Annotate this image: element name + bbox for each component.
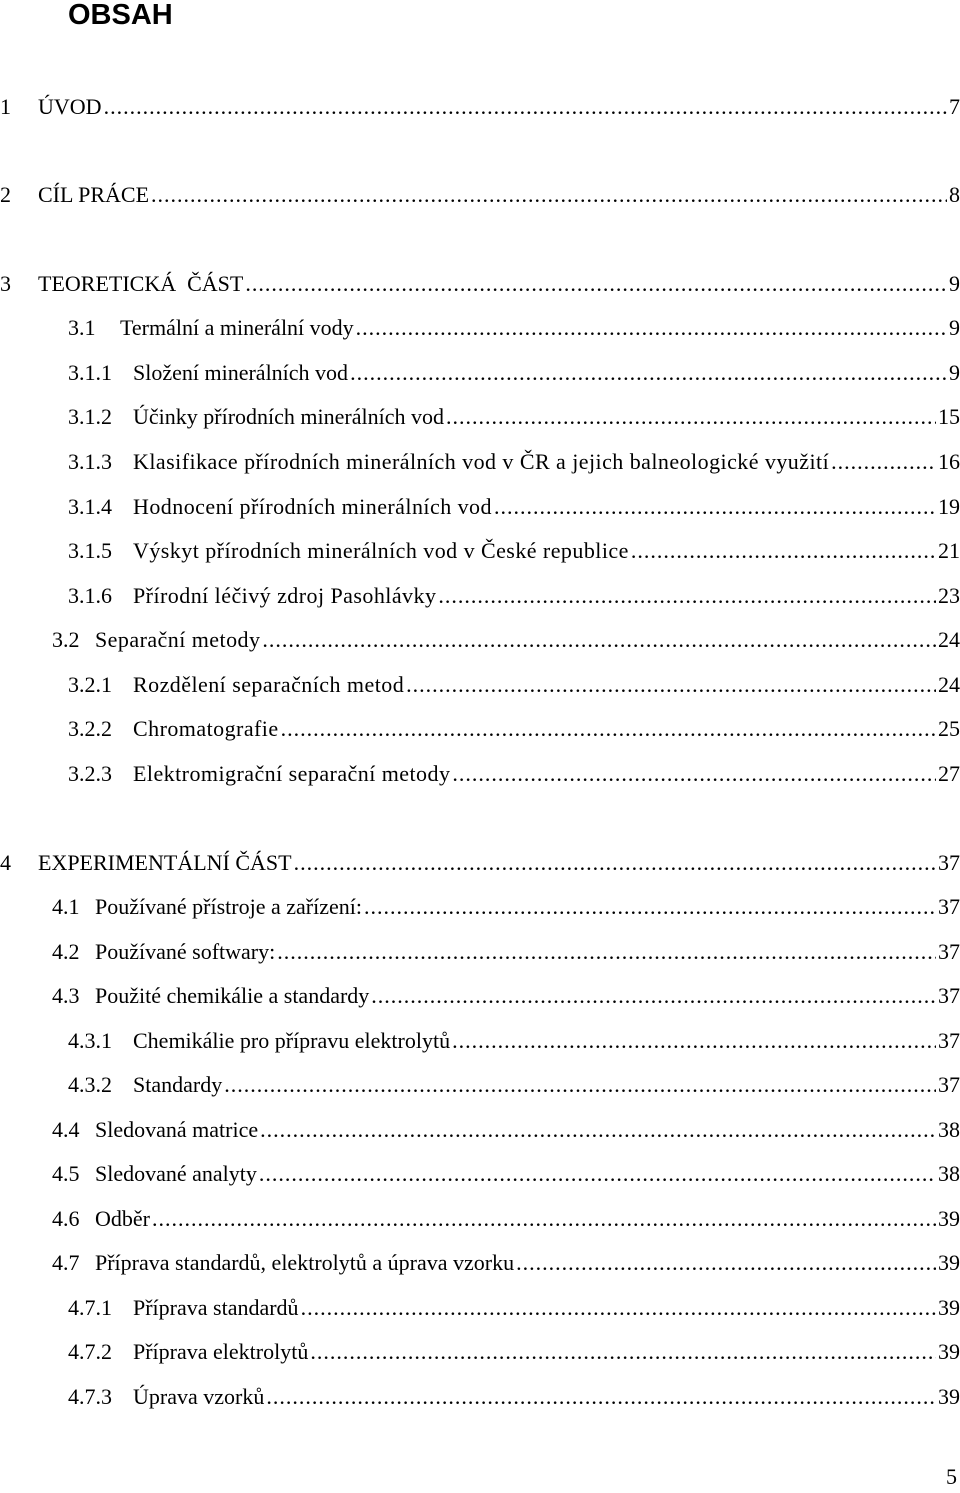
- toc-dot-leader: [446, 404, 936, 430]
- toc-entry-title: Příprava elektrolytů: [133, 1339, 309, 1364]
- toc-entry-page: 21: [938, 538, 960, 563]
- toc-dot-leader: [294, 850, 936, 876]
- toc-entry-title: Separační metody: [95, 627, 261, 652]
- toc-entry-title: Standardy: [133, 1072, 223, 1097]
- toc-entry-page: 37: [938, 1028, 960, 1053]
- toc-entry-title: Chromatografie: [133, 716, 279, 741]
- toc-entry-page: 19: [938, 494, 960, 519]
- toc-entry-page: 37: [938, 894, 960, 919]
- toc-dot-leader: [371, 983, 936, 1009]
- toc-entry-title: ÚVOD: [38, 94, 102, 119]
- toc-entry-4-7-1[interactable]: [68, 1291, 960, 1321]
- toc-dot-leader: [406, 672, 936, 698]
- page-title: OBSAH: [68, 0, 173, 31]
- toc-entry-page: 38: [938, 1117, 960, 1142]
- toc-entry-number: 1: [0, 94, 11, 119]
- toc-entry-number: 3: [0, 271, 11, 296]
- toc-entry-title: EXPERIMENTÁLNÍ ČÁST: [38, 850, 292, 875]
- toc-entry-4-7[interactable]: [52, 1246, 960, 1276]
- toc-dot-leader: [281, 716, 936, 742]
- toc-dot-leader: [438, 583, 936, 609]
- page-number: 5: [946, 1464, 957, 1489]
- toc-entry-number: 3.1.1: [68, 360, 112, 385]
- toc-entry-page: 38: [938, 1161, 960, 1186]
- toc-dot-leader: [831, 449, 936, 475]
- toc-entry-number: 4.3.2: [68, 1072, 112, 1097]
- toc-dot-leader: [260, 1117, 936, 1143]
- toc-entry-page: 24: [938, 672, 960, 697]
- toc-entry-title: Výskyt přírodních minerálních vod v České republice: [133, 538, 629, 563]
- toc-entry-title: Hodnocení přírodních minerálních vod: [133, 494, 492, 519]
- toc-entry-number: 3.1.6: [68, 583, 112, 608]
- toc-entry-page: 37: [938, 850, 960, 875]
- toc-entry-3-2-3[interactable]: [68, 757, 960, 787]
- toc-entry-2[interactable]: [0, 178, 960, 208]
- toc-dot-leader: [364, 894, 936, 920]
- toc-entry-page: 24: [938, 627, 960, 652]
- toc-entry-page: 37: [938, 939, 960, 964]
- toc-dot-leader: [301, 1295, 936, 1321]
- toc-dot-leader: [516, 1250, 936, 1276]
- toc-entry-number: 4.6: [52, 1206, 80, 1231]
- toc-dot-leader: [631, 538, 936, 564]
- toc-entry-3-1-4[interactable]: [68, 490, 960, 520]
- toc-dot-leader: [350, 360, 947, 386]
- toc-dot-leader: [152, 1206, 936, 1232]
- toc-entry-page: 9: [949, 271, 960, 296]
- toc-entry-title: Používané softwary:: [95, 939, 276, 964]
- toc-entry-title: Přírodní léčivý zdroj Pasohlávky: [133, 583, 437, 608]
- toc-entry-title: Elektromigrační separační metody: [133, 761, 451, 786]
- toc-entry-4-3-1[interactable]: [68, 1024, 960, 1054]
- toc-entry-page: 8: [949, 182, 960, 207]
- toc-dot-leader: [266, 1384, 936, 1410]
- toc-entry-3[interactable]: [0, 267, 960, 297]
- toc-entry-page: 7: [949, 94, 960, 119]
- toc-entry-title: Příprava standardů: [133, 1295, 299, 1320]
- toc-entry-page: 39: [938, 1339, 960, 1364]
- toc-entry-3-2-2[interactable]: [68, 712, 960, 742]
- toc-entry-4-7-3[interactable]: [68, 1380, 960, 1410]
- toc-entry-4-7-2[interactable]: [68, 1335, 960, 1365]
- toc-entry-4[interactable]: [0, 846, 960, 876]
- toc-entry-page: 39: [938, 1206, 960, 1231]
- toc-entry-title: Chemikálie pro přípravu elektrolytů: [133, 1028, 451, 1053]
- toc-entry-4-2[interactable]: [52, 935, 960, 965]
- toc-entry-number: 4.7.1: [68, 1295, 112, 1320]
- toc-entry-page: 9: [949, 360, 960, 385]
- toc-entry-3-2-1[interactable]: [68, 668, 960, 698]
- toc-dot-leader: [277, 939, 936, 965]
- toc-entry-number: 3.1.4: [68, 494, 112, 519]
- toc-entry-number: 3.1.5: [68, 538, 112, 563]
- toc-entry-number: 4.4: [52, 1117, 80, 1142]
- toc-entry-page: 39: [938, 1250, 960, 1275]
- toc-entry-4-3-2[interactable]: [68, 1068, 960, 1098]
- toc-entry-4-4[interactable]: [52, 1113, 960, 1143]
- toc-entry-4-5[interactable]: [52, 1157, 960, 1187]
- toc-dot-leader: [245, 271, 947, 297]
- toc-entry-number: 4.2: [52, 939, 80, 964]
- toc-entry-number: 3.2.3: [68, 761, 112, 786]
- toc-entry-page: 39: [938, 1384, 960, 1409]
- toc-entry-page: 23: [938, 583, 960, 608]
- toc-entry-title: Příprava standardů, elektrolytů a úprava vzorku: [95, 1250, 515, 1275]
- toc-entry-4-3[interactable]: [52, 979, 960, 1009]
- toc-entry-title: Úprava vzorků: [133, 1384, 265, 1409]
- toc-entry-page: 15: [938, 404, 960, 429]
- toc-entry-number: 3.1.3: [68, 449, 112, 474]
- toc-entry-title: Termální a minerální vody: [120, 315, 354, 340]
- toc-dot-leader: [262, 627, 936, 653]
- toc-entry-title: Rozdělení separačních metod: [133, 672, 405, 697]
- toc-dot-leader: [224, 1072, 936, 1098]
- toc-entry-title: Složení minerálních vod: [133, 360, 349, 385]
- toc-entry-title: Použité chemikálie a standardy: [95, 983, 370, 1008]
- toc-entry-number: 4.3.1: [68, 1028, 112, 1053]
- toc-entry-title: Sledovaná matrice: [95, 1117, 259, 1142]
- toc-entry-3-1-6[interactable]: [68, 579, 960, 609]
- toc-entry-3-1-1[interactable]: [68, 356, 960, 386]
- toc-entry-3-1-3[interactable]: [68, 445, 960, 475]
- toc-entry-number: 3.2.2: [68, 716, 112, 741]
- toc-entry-title: Používané přístroje a zařízení:: [95, 894, 362, 919]
- toc-dot-leader: [452, 1028, 936, 1054]
- toc-entry-number: 4: [0, 850, 11, 875]
- toc-entry-title: TEORETICKÁ ČÁST: [38, 271, 244, 296]
- toc-dot-leader: [310, 1339, 936, 1365]
- toc-entry-4-1[interactable]: [52, 890, 960, 920]
- toc-dot-leader: [452, 761, 936, 787]
- toc-entry-number: 3.1.2: [68, 404, 112, 429]
- toc-entry-number: 3.2: [52, 627, 80, 652]
- toc-entry-number: 4.1: [52, 894, 80, 919]
- toc-entry-number: 3.1: [68, 315, 96, 340]
- toc-entry-page: 37: [938, 1072, 960, 1097]
- toc-entry-page: 9: [949, 315, 960, 340]
- toc-entry-number: 4.5: [52, 1161, 80, 1186]
- toc-entry-3-2[interactable]: [52, 623, 960, 653]
- toc-entry-number: 4.7.2: [68, 1339, 112, 1364]
- toc-dot-leader: [494, 494, 936, 520]
- toc-dot-leader: [356, 315, 947, 341]
- toc-entry-title: Klasifikace přírodních minerálních vod v ČR a jejich balneologické využití: [133, 449, 830, 474]
- toc-entry-number: 4.7.3: [68, 1384, 112, 1409]
- toc-entry-number: 3.2.1: [68, 672, 112, 697]
- toc-entry-4-6[interactable]: [52, 1202, 960, 1232]
- toc-entry-page: 27: [938, 761, 960, 786]
- toc-entry-title: CÍL PRÁCE: [38, 182, 150, 207]
- toc-entry-title: Účinky přírodních minerálních vod: [133, 404, 444, 429]
- toc-entry-3-1-5[interactable]: [68, 534, 960, 564]
- toc-dot-leader: [104, 94, 947, 120]
- toc-dot-leader: [151, 182, 947, 208]
- toc-entry-title: Sledované analyty: [95, 1161, 257, 1186]
- toc-entry-title: Odběr: [95, 1206, 150, 1231]
- toc-entry-3-1-2[interactable]: [68, 400, 960, 430]
- toc-entry-number: 4.3: [52, 983, 80, 1008]
- toc-entry-1[interactable]: [0, 90, 960, 120]
- toc-entry-number: 2: [0, 182, 11, 207]
- toc-entry-number: 4.7: [52, 1250, 80, 1275]
- toc-entry-page: 16: [938, 449, 960, 474]
- toc-entry-page: 37: [938, 983, 960, 1008]
- toc-dot-leader: [259, 1161, 936, 1187]
- toc-entry-3-1[interactable]: [68, 311, 960, 341]
- toc-entry-page: 39: [938, 1295, 960, 1320]
- toc-entry-page: 25: [938, 716, 960, 741]
